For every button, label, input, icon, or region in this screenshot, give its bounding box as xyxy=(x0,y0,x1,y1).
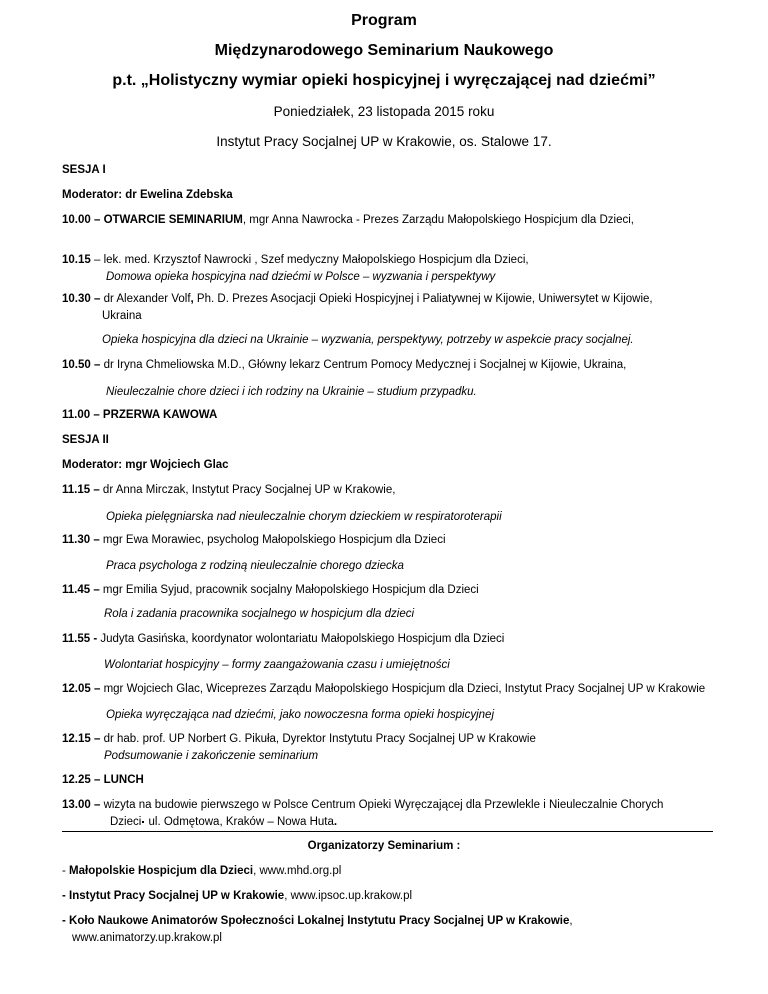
agenda-topic: Opieka wyręczająca nad dziećmi, jako nowoczesna forma opieki hospicyjnej xyxy=(106,709,494,721)
organizer-url: , www.ipsoc.up.krakow.pl xyxy=(284,890,413,902)
agenda-text: mgr Emilia Syjud, pracownik socjalny Małopolskiego Hospicjum dla Dzieci xyxy=(99,584,479,596)
seminar-date: Poniedziałek, 23 listopada 2015 roku xyxy=(273,104,495,119)
agenda-time: 10.00 – OTWARCIE SEMINARIUM xyxy=(62,214,243,226)
session-2-label: SESJA II xyxy=(62,434,109,446)
organizer-url: , www.mhd.org.pl xyxy=(253,865,342,877)
lunch: 12.25 – LUNCH xyxy=(62,774,144,786)
organizer-url-continued: www.animatorzy.up.krakow.pl xyxy=(72,932,222,944)
agenda-time: 11.30 – xyxy=(62,534,100,546)
agenda-item-1115 xyxy=(62,484,395,496)
agenda-topic: Podsumowanie i zakończenie seminarium xyxy=(104,750,319,762)
organizers-heading: Organizatorzy Seminarium : xyxy=(307,840,461,852)
agenda-text: Ph. D. Prezes Asocjacji Opieki Hospicyjnej i Paliatywnej w Kijowie, Uniwersytet w Kijowie, xyxy=(193,293,653,305)
agenda-end: . xyxy=(333,816,338,828)
agenda-text: dr hab. prof. UP Norbert G. Pikuła, Dyrektor Instytutu Pracy Socjalnej UP w Krakowie xyxy=(100,733,536,745)
organizer-prefix: - xyxy=(62,890,70,902)
comma-mark-icon xyxy=(142,821,144,823)
seminar-venue: Instytut Pracy Socjalnej UP w Krakowie, os. Stalowe 17. xyxy=(216,134,552,149)
agenda-item-1215 xyxy=(62,733,536,745)
agenda-separator: , xyxy=(190,293,194,305)
session-1-moderator: Moderator: dr Ewelina Zdebska xyxy=(62,189,233,201)
agenda-text: Judyta Gasińska, koordynator wolontariatu Małopolskiego Hospicjum dla Dzieci xyxy=(97,633,505,645)
agenda-topic: Nieuleczalnie chore dzieci i ich rodziny na Ukrainie – studium przypadku. xyxy=(106,386,477,398)
coffee-break: 11.00 – PRZERWA KAWOWA xyxy=(62,409,218,421)
organizer-item xyxy=(62,865,341,877)
agenda-item-1145 xyxy=(62,584,479,596)
agenda-text-continued xyxy=(110,816,337,828)
agenda-text: mgr Ewa Morawiec, psycholog Małopolskiego Hospicjum dla Dzieci xyxy=(99,534,446,546)
agenda-text-continued: Ukraina xyxy=(102,310,142,322)
organizer-item xyxy=(62,915,573,927)
agenda-text: – lek. med. Krzysztof Nawrocki , Szef medyczny Małopolskiego Hospicjum dla Dzieci, xyxy=(90,254,529,266)
organizer-prefix: - xyxy=(62,915,70,927)
session-1-label: SESJA I xyxy=(62,164,106,176)
agenda-text: , mgr Anna Nawrocka - Prezes Zarządu Małopolskiego Hospicjum dla Dzieci, xyxy=(242,214,635,226)
agenda-text: dr Anna Mirczak, Instytut Pracy Socjalnej UP w Krakowie, xyxy=(99,484,396,496)
organizer-name: Koło Naukowe Animatorów Społeczności Lokalnej Instytutu Pracy Socjalnej UP w Krakowie xyxy=(69,915,570,927)
agenda-item-1015 xyxy=(62,254,529,266)
seminar-subtitle: Międzynarodowego Seminarium Naukowego xyxy=(214,42,554,59)
agenda-text: dr Alexander Volf xyxy=(100,293,191,305)
agenda-text: wizyta na budowie pierwszego w Polsce Centrum Opieki Wyręczającej dla Przewlekle i Nieuleczalnie Chorych xyxy=(100,799,664,811)
seminar-theme: p.t. „Holistyczny wymiar opieki hospicyjnej i wyręczającej nad dziećmi” xyxy=(112,72,656,89)
agenda-time: 12.15 – xyxy=(62,733,101,745)
agenda-time: 13.00 – xyxy=(62,799,101,811)
agenda-item-1155 xyxy=(62,633,504,645)
agenda-text: mgr Wojciech Glac, Wiceprezes Zarządu Małopolskiego Hospicjum dla Dzieci, Instytut Pracy Socjalnej UP w Krakowie xyxy=(100,683,706,695)
organizer-url: , xyxy=(569,915,573,927)
agenda-time: 10.30 – xyxy=(62,293,101,305)
agenda-topic: Opieka pielęgniarska nad nieuleczalnie chorym dzieckiem w respiratoroterapii xyxy=(106,511,502,523)
agenda-topic: Domowa opieka hospicyjna nad dziećmi w Polsce – wyzwania i perspektywy xyxy=(106,271,496,283)
agenda-time: 10.15 xyxy=(62,254,91,266)
agenda-item-1050 xyxy=(62,359,626,371)
program-title: Program xyxy=(351,12,417,29)
agenda-item-1030 xyxy=(62,293,653,305)
agenda-time: 11.15 – xyxy=(62,484,100,496)
organizer-name: Małopolskie Hospicjum dla Dzieci xyxy=(69,865,254,877)
agenda-item-1130 xyxy=(62,534,446,546)
organizer-name: Instytut Pracy Socjalnej UP w Krakowie xyxy=(69,890,285,902)
divider xyxy=(62,831,713,832)
agenda-time: 12.05 – xyxy=(62,683,101,695)
agenda-topic: Rola i zadania pracownika socjalnego w hospicjum dla dzieci xyxy=(104,608,415,620)
agenda-text: dr Iryna Chmeliowska M.D., Główny lekarz Centrum Pomocy Medycznej i Socjalnej w Kijowie, Ukraina, xyxy=(100,359,627,371)
agenda-topic: Praca psychologa z rodziną nieuleczalnie chorego dziecka xyxy=(106,560,404,572)
agenda-time: 10.50 – xyxy=(62,359,101,371)
agenda-time: 11.55 - xyxy=(62,633,98,645)
session-2-moderator: Moderator: mgr Wojciech Glac xyxy=(62,459,229,471)
agenda-time: 11.45 – xyxy=(62,584,100,596)
agenda-text: Dzieci xyxy=(110,816,142,828)
agenda-item-1300 xyxy=(62,799,663,811)
agenda-text: ul. Odmętowa, Kraków – Nowa Huta xyxy=(145,816,334,828)
agenda-item-1205 xyxy=(62,683,705,695)
agenda-topic: Opieka hospicyjna dla dzieci na Ukrainie – wyzwania, perspektywy, potrzeby w aspekcie pracy socjalnej. xyxy=(102,334,634,346)
organizer-item xyxy=(62,890,412,902)
organizer-prefix: - xyxy=(62,865,70,877)
agenda-topic: Wolontariat hospicyjny – formy zaangażowania czasu i umiejętności xyxy=(104,659,450,671)
agenda-item-1000 xyxy=(62,214,634,226)
